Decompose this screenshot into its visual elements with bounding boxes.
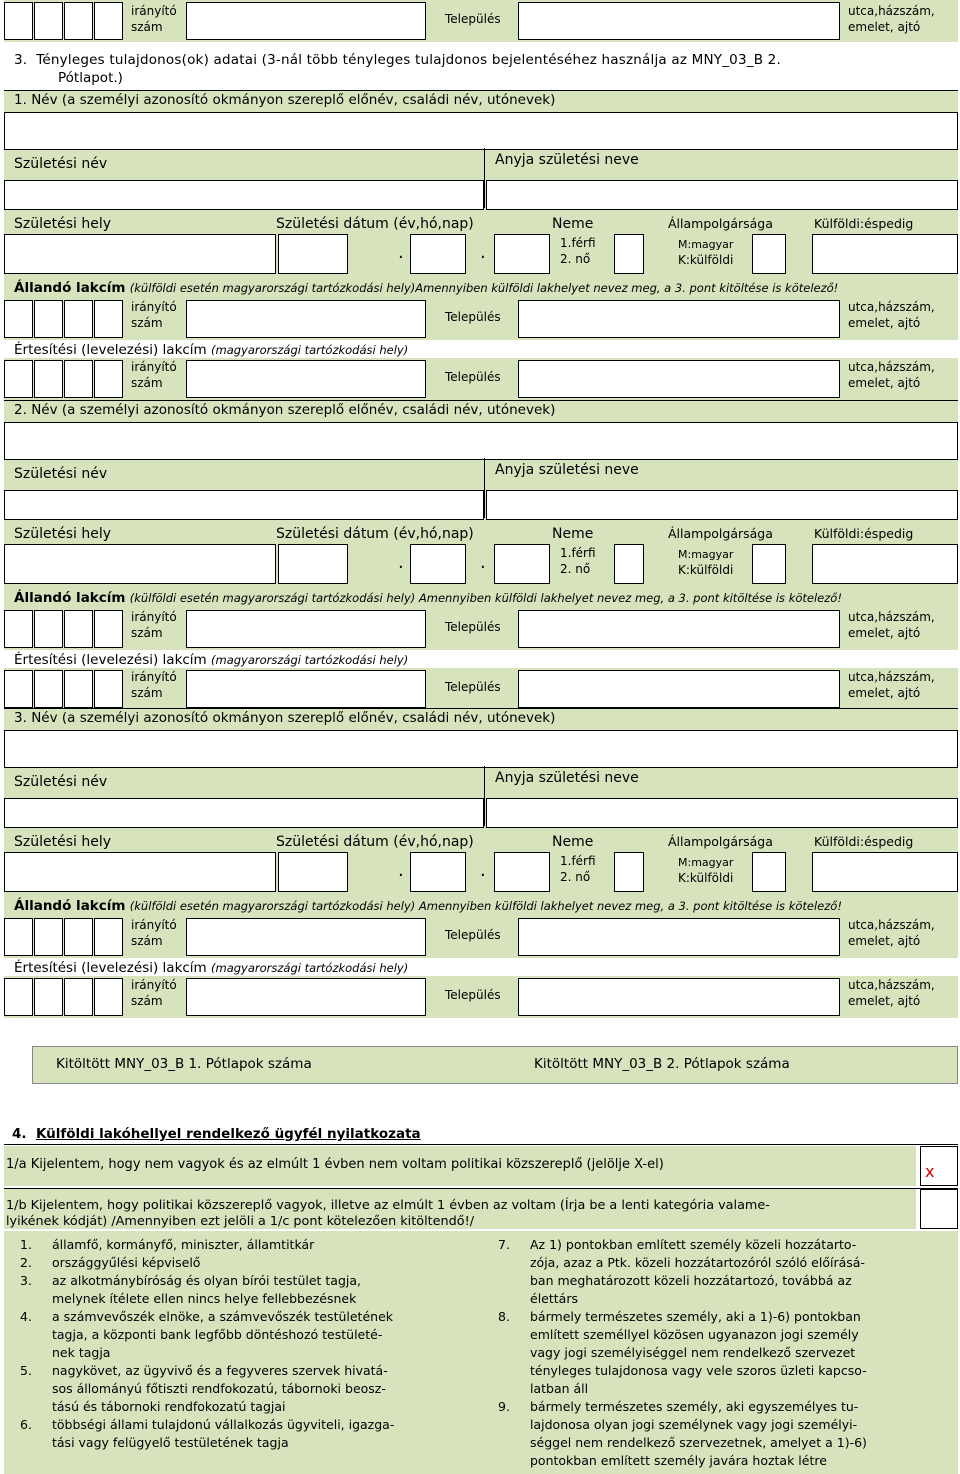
owner-1-name-label: Név bbox=[31, 92, 58, 108]
owner-3-perm-address-zip-label-2: szám bbox=[131, 934, 163, 948]
owner-1-mail-address-zip-digit[interactable] bbox=[64, 360, 93, 398]
category-text-line: a számvevőszék elnöke, a számvevőszék testületének bbox=[52, 1309, 394, 1324]
owner-3-foreign-option: K:külföldi bbox=[678, 871, 734, 885]
owner-1-year-input[interactable] bbox=[278, 234, 348, 274]
owner-3-date-dot-2: . bbox=[480, 860, 486, 881]
owner-3-perm-address-zip-digit[interactable] bbox=[34, 918, 63, 956]
owner-1-birth-place-label: Születési hely bbox=[14, 216, 112, 232]
owner-1-birth-name-label: Születési név bbox=[14, 156, 108, 172]
declaration-b-text-1: 1/b Kijelentem, hogy politikai közszereplő vagyok, illetve az elmúlt 1 évben az voltam (Írja be a lenti kategória valame- bbox=[6, 1198, 770, 1213]
owner-3-divider bbox=[484, 766, 485, 826]
owner-1-perm-address-street-label: utca,házszám, bbox=[848, 300, 935, 314]
street-input[interactable] bbox=[518, 2, 840, 40]
zip-digit-box[interactable] bbox=[94, 2, 123, 40]
owner-2-name-input[interactable] bbox=[4, 422, 958, 460]
owner-1-foreign-option: K:külföldi bbox=[678, 253, 734, 267]
owner-1-mother-name-input[interactable] bbox=[486, 180, 958, 210]
owner-1-mail-address-heading bbox=[14, 342, 408, 358]
owner-2-female-option: 2. nő bbox=[560, 562, 591, 576]
owner-2-name-label: Név bbox=[31, 402, 58, 418]
category-number: 8. bbox=[498, 1309, 510, 1324]
owner-1-month-input[interactable] bbox=[410, 234, 466, 274]
owner-2-perm-address-city-label: Település bbox=[445, 620, 501, 634]
owner-3-mother-name-label: Anyja születési neve bbox=[495, 770, 639, 786]
owner-3-name-input[interactable] bbox=[4, 730, 958, 768]
owner-1-name-note: (a személyi azonosító okmányon szereplő előnév, családi név, utónevek) bbox=[61, 92, 556, 108]
owner-1-perm-address-heading bbox=[14, 280, 838, 296]
owner-1-hu-option: M:magyar bbox=[678, 238, 734, 251]
owner-1-perm-address-zip-digit[interactable] bbox=[34, 300, 63, 338]
owner-2-mail-address-street-label: utca,házszám, bbox=[848, 670, 935, 684]
category-text-line: nek tagja bbox=[52, 1345, 111, 1360]
owner-3-perm-address-note: (külföldi esetén magyarországi tartózkodási hely) Amennyiben külföldi lakhelyet nevez meg, a 3. pont kitöltése is kötelező! bbox=[129, 899, 842, 913]
owner-2-mail-address-zip-digit[interactable] bbox=[34, 670, 63, 708]
owner-3-birth-place-label: Születési hely bbox=[14, 834, 112, 850]
owner-1-sex-label: Neme bbox=[552, 216, 594, 232]
category-text-line: bármely természetes személy, aki a 1)-6) pontokban bbox=[530, 1309, 861, 1324]
owner-1-perm-address-zip-label-2: szám bbox=[131, 316, 163, 330]
owner-3-female-option: 2. nő bbox=[560, 870, 591, 884]
category-text-line: séggel nem rendelkező szervezetnek, amelyet a 1)-6) bbox=[530, 1435, 867, 1450]
owner-3-mother-name-input[interactable] bbox=[486, 798, 958, 828]
owner-2-sex-label: Neme bbox=[552, 526, 594, 542]
owner-1-name-input[interactable] bbox=[4, 112, 958, 150]
owner-1-day-input[interactable] bbox=[494, 234, 550, 274]
owner-3-mail-address-street-input[interactable] bbox=[518, 978, 840, 1016]
owner-2-birth-name-label: Születési név bbox=[14, 466, 108, 482]
owner-3-mail-address-note: (magyarországi tartózkodási hely) bbox=[211, 961, 409, 975]
owner-3-year-input[interactable] bbox=[278, 852, 348, 892]
section-4-title: Külföldi lakóhellyel rendelkező ügyfél nyilatkozata bbox=[35, 1126, 421, 1142]
section-4-heading bbox=[12, 1126, 421, 1142]
category-number: 3. bbox=[20, 1273, 32, 1288]
owner-1-mail-address-zip-digit[interactable] bbox=[34, 360, 63, 398]
category-text-line: pontokban említett személy javára hoztak létre bbox=[530, 1453, 827, 1468]
declaration-a-mark: x bbox=[925, 1162, 935, 1181]
category-text-line: említett személlyel közösen ugyanazon jogi személy bbox=[530, 1327, 859, 1342]
declaration-a-text: 1/a Kijelentem, hogy nem vagyok és az elmúlt 1 évben nem voltam politikai közszereplő (jelölje X-el) bbox=[6, 1157, 664, 1172]
owner-2-birth-place-label: Születési hely bbox=[14, 526, 112, 542]
owner-1-mail-address-zip-label: irányító bbox=[131, 360, 177, 374]
owner-2-perm-address-zip-digit[interactable] bbox=[94, 610, 123, 648]
section-4-number: 4. bbox=[12, 1126, 27, 1142]
owner-3-name-label: Név bbox=[31, 710, 58, 726]
owner-1-mail-address-street-label: utca,házszám, bbox=[848, 360, 935, 374]
owner-3-hu-option: M:magyar bbox=[678, 856, 734, 869]
owner-1-perm-address-zip-digit[interactable] bbox=[4, 300, 33, 338]
owner-2-perm-address-heading bbox=[14, 590, 842, 606]
owner-2-perm-address-zip-digit[interactable] bbox=[34, 610, 63, 648]
owner-3-perm-address-street-label-2: emelet, ajtó bbox=[848, 934, 921, 948]
category-text-line: bármely természetes személy, aki egyszemélyes tu- bbox=[530, 1399, 859, 1414]
owner-1-citizenship-label: Állampolgársága bbox=[668, 216, 773, 231]
owner-1-mail-address-street-label-2: emelet, ajtó bbox=[848, 376, 921, 390]
owner-3-perm-address-zip-label: irányító bbox=[131, 918, 177, 932]
category-text-line: államfő, kormányfő, miniszter, államtitkár bbox=[52, 1237, 315, 1252]
owner-3-foreign-label: Külföldi:éspedig bbox=[814, 834, 914, 849]
owner-1-male-option: 1.férfi bbox=[560, 236, 596, 250]
owner-2-mail-address-zip-label: irányító bbox=[131, 670, 177, 684]
owner-2-mail-address-street-label-2: emelet, ajtó bbox=[848, 686, 921, 700]
owner-2-perm-address-zip-label-2: szám bbox=[131, 626, 163, 640]
category-text-line: országgyűlési képviselő bbox=[52, 1255, 201, 1270]
owner-2-mother-name-input[interactable] bbox=[486, 490, 958, 520]
owner-3-male-option: 1.férfi bbox=[560, 854, 596, 868]
owner-1-mail-address-zip-label-2: szám bbox=[131, 376, 163, 390]
owner-2-date-dot-1: . bbox=[398, 552, 404, 573]
category-text-line: nagykövet, az ügyvivő és a fegyveres szervek hivatá- bbox=[52, 1363, 388, 1378]
owner-2-foreign-option: K:külföldi bbox=[678, 563, 734, 577]
owner-3-mail-address-city-input[interactable] bbox=[186, 978, 426, 1016]
owner-3-name-heading bbox=[14, 710, 555, 726]
owner-2-mail-address-zip-digit[interactable] bbox=[94, 670, 123, 708]
category-number: 7. bbox=[498, 1237, 510, 1252]
category-number: 9. bbox=[498, 1399, 510, 1414]
owner-3-mail-address-zip-label-2: szám bbox=[131, 994, 163, 1008]
owner-1-foreign-country-input[interactable] bbox=[812, 234, 958, 274]
owner-3-mail-address-label: Értesítési (levelezési) lakcím bbox=[14, 960, 207, 976]
street-label-2: emelet, ajtó bbox=[848, 20, 921, 34]
zip-label-2: szám bbox=[131, 20, 163, 34]
category-text-line: Az 1) pontokban említett személy közeli hozzátarto- bbox=[530, 1237, 857, 1252]
zip-digit-box[interactable] bbox=[4, 2, 33, 40]
street-label: utca,házszám, bbox=[848, 4, 935, 18]
owner-3-month-input[interactable] bbox=[410, 852, 466, 892]
owner-1-date-dot-1: . bbox=[398, 242, 404, 263]
owner-3-mail-address-zip-digit[interactable] bbox=[4, 978, 33, 1016]
owner-3-mail-address-zip-digit[interactable] bbox=[94, 978, 123, 1016]
owner-1-mail-address-label: Értesítési (levelezési) lakcím bbox=[14, 342, 207, 358]
owner-2-birth-place-input[interactable] bbox=[4, 544, 276, 584]
owner-2-mail-address-label: Értesítési (levelezési) lakcím bbox=[14, 652, 207, 668]
category-text-line: melynek ítélete ellen nincs helye fellebbezésnek bbox=[52, 1291, 357, 1306]
owner-2-perm-address-note: (külföldi esetén magyarországi tartózkodási hely) Amennyiben külföldi lakhelyet nevez meg, a 3. pont kitöltése is kötelező! bbox=[129, 591, 842, 605]
category-text-line: tási vagy felügyelő testületének tagja bbox=[52, 1435, 289, 1450]
owner-1-perm-address-note: (külföldi esetén magyarországi tartózkodási hely)Amennyiben külföldi lakhelyet nevez meg, a 3. pont kitöltése is kötelező! bbox=[129, 281, 839, 295]
owner-2-mail-address-zip-digit[interactable] bbox=[64, 670, 93, 708]
owner-3-mail-address-zip-label: irányító bbox=[131, 978, 177, 992]
owner-2-mail-address-zip-label-2: szám bbox=[131, 686, 163, 700]
owner-1-mother-name-label: Anyja születési neve bbox=[495, 152, 639, 168]
category-text-line: latban áll bbox=[530, 1381, 589, 1396]
owner-3-mail-address-street-label-2: emelet, ajtó bbox=[848, 994, 921, 1008]
owner-3-mail-address-zip-digit[interactable] bbox=[64, 978, 93, 1016]
category-text-line: tású és tábornoki rendfokozatú tagjai bbox=[52, 1399, 286, 1414]
section-3-title: Tényleges tulajdonos(ok) adatai (3-nál több tényleges tulajdonos bejelentéséhez használja az MNY_03_B 2. bbox=[36, 52, 781, 68]
owner-2-birth-name-input[interactable] bbox=[4, 490, 484, 520]
category-number: 5. bbox=[20, 1363, 32, 1378]
owner-2-perm-address-street-label-2: emelet, ajtó bbox=[848, 626, 921, 640]
category-text-line: többségi állami tulajdonú vállalkozás ügyviteli, igazga- bbox=[52, 1417, 395, 1432]
owner-3-perm-address-city-input[interactable] bbox=[186, 918, 426, 956]
owner-3-mail-address-city-label: Település bbox=[445, 988, 501, 1002]
section-3-heading bbox=[14, 52, 781, 68]
zip-digit-box[interactable] bbox=[64, 2, 93, 40]
owner-2-perm-address-zip-digit[interactable] bbox=[4, 610, 33, 648]
owner-1-name-heading bbox=[14, 92, 555, 108]
section-3-number: 3. bbox=[14, 52, 28, 68]
owner-1-perm-address-label: Állandó lakcím bbox=[14, 280, 126, 296]
category-text-line: sos állományú főtiszti rendfokozatú, tábornoki beosz- bbox=[52, 1381, 386, 1396]
zip-digit-box[interactable] bbox=[34, 2, 63, 40]
city-input[interactable] bbox=[186, 2, 426, 40]
owner-1-female-option: 2. nő bbox=[560, 252, 591, 266]
owner-3-citizenship-input[interactable] bbox=[752, 852, 786, 892]
owner-1-mail-address-note: (magyarországi tartózkodási hely) bbox=[211, 343, 409, 357]
owner-2-birth-date-label: Születési dátum (év,hó,nap) bbox=[276, 526, 474, 542]
category-text-line: tényleges tulajdonosa vagy vele szoros üzleti kapcso- bbox=[530, 1363, 867, 1378]
owner-3-mail-address-zip-digit[interactable] bbox=[34, 978, 63, 1016]
declaration-b-code-input[interactable] bbox=[920, 1189, 958, 1229]
owner-3-birth-place-input[interactable] bbox=[4, 852, 276, 892]
owner-1-date-dot-2: . bbox=[480, 242, 486, 263]
owner-2-name-note: (a személyi azonosító okmányon szereplő előnév, családi név, utónevek) bbox=[61, 402, 556, 418]
owner-2-perm-address-zip-label: irányító bbox=[131, 610, 177, 624]
owner-2-citizenship-label: Állampolgársága bbox=[668, 526, 773, 541]
owner-1-birth-place-input[interactable] bbox=[4, 234, 276, 274]
owner-3-perm-address-heading bbox=[14, 898, 842, 914]
owner-3-perm-address-city-label: Település bbox=[445, 928, 501, 942]
category-text-line: ban meghatározott közeli hozzátartozó, továbbá az bbox=[530, 1273, 852, 1288]
category-text-line: az alkotmánybíróság és olyan bírói testület tagja, bbox=[52, 1273, 362, 1288]
owner-2-mail-address-city-label: Település bbox=[445, 680, 501, 694]
owner-2-hu-option: M:magyar bbox=[678, 548, 734, 561]
owner-1-foreign-label: Külföldi:éspedig bbox=[814, 216, 914, 231]
category-text-line: tagja, a központi bank legfőbb döntéshozó testületé- bbox=[52, 1327, 383, 1342]
owner-2-perm-address-zip-digit[interactable] bbox=[64, 610, 93, 648]
owner-1-number: 1. bbox=[14, 92, 27, 108]
owner-2-mail-address-zip-digit[interactable] bbox=[4, 670, 33, 708]
divider bbox=[4, 1144, 958, 1145]
city-label: Település bbox=[445, 12, 501, 26]
owner-2-date-dot-2: . bbox=[480, 552, 486, 573]
category-number: 2. bbox=[20, 1255, 32, 1270]
owner-3-foreign-country-input[interactable] bbox=[812, 852, 958, 892]
owner-2-mother-name-label: Anyja születési neve bbox=[495, 462, 639, 478]
category-number: 6. bbox=[20, 1417, 32, 1432]
category-text-line: zója, azaz a Ptk. közeli hozzátartozóról szóló előírásá- bbox=[530, 1255, 865, 1270]
owner-1-mail-address-city-input[interactable] bbox=[186, 360, 426, 398]
owner-1-perm-address-street-label-2: emelet, ajtó bbox=[848, 316, 921, 330]
owner-2-sex-input[interactable] bbox=[614, 544, 644, 584]
owner-3-mail-address-street-label: utca,házszám, bbox=[848, 978, 935, 992]
owner-2-year-input[interactable] bbox=[278, 544, 348, 584]
owner-3-perm-address-zip-digit[interactable] bbox=[94, 918, 123, 956]
owner-3-birth-date-label: Születési dátum (év,hó,nap) bbox=[276, 834, 474, 850]
owner-3-sex-input[interactable] bbox=[614, 852, 644, 892]
owner-3-mail-address-heading bbox=[14, 960, 408, 976]
owner-2-day-input[interactable] bbox=[494, 544, 550, 584]
owner-1-divider bbox=[484, 148, 485, 208]
owner-3-citizenship-label: Állampolgársága bbox=[668, 834, 773, 849]
owner-1-perm-address-street-input[interactable] bbox=[518, 300, 840, 338]
zip-label: irányító bbox=[131, 4, 177, 18]
owner-2-male-option: 1.férfi bbox=[560, 546, 596, 560]
owner-1-perm-address-city-label: Település bbox=[445, 310, 501, 324]
owner-2-perm-address-street-input[interactable] bbox=[518, 610, 840, 648]
owner-1-mail-address-street-input[interactable] bbox=[518, 360, 840, 398]
owner-1-perm-address-zip-digit[interactable] bbox=[64, 300, 93, 338]
owner-3-number: 3. bbox=[14, 710, 27, 726]
owner-1-citizenship-input[interactable] bbox=[752, 234, 786, 274]
owner-3-perm-address-zip-digit[interactable] bbox=[4, 918, 33, 956]
owner-3-day-input[interactable] bbox=[494, 852, 550, 892]
owner-1-mail-address-city-label: Település bbox=[445, 370, 501, 384]
owner-2-foreign-country-input[interactable] bbox=[812, 544, 958, 584]
owner-3-perm-address-label: Állandó lakcím bbox=[14, 898, 126, 914]
owner-1-birth-date-label: Születési dátum (év,hó,nap) bbox=[276, 216, 474, 232]
owner-2-perm-address-label: Állandó lakcím bbox=[14, 590, 126, 606]
owner-2-month-input[interactable] bbox=[410, 544, 466, 584]
owner-2-mail-address-heading bbox=[14, 652, 408, 668]
section-3-heading-cont: Pótlapot.) bbox=[58, 70, 123, 86]
owner-3-birth-name-input[interactable] bbox=[4, 798, 484, 828]
owner-3-birth-name-label: Születési név bbox=[14, 774, 108, 790]
owner-2-perm-address-city-input[interactable] bbox=[186, 610, 426, 648]
supplement-b1-label: Kitöltött MNY_03_B 1. Pótlapok száma bbox=[56, 1056, 312, 1072]
owner-2-number: 2. bbox=[14, 402, 27, 418]
owner-3-sex-label: Neme bbox=[552, 834, 594, 850]
owner-1-sex-input[interactable] bbox=[614, 234, 644, 274]
category-text-line: vagy jogi személyiséggel nem rendelkező szervezet bbox=[530, 1345, 856, 1360]
category-number: 4. bbox=[20, 1309, 32, 1324]
owner-3-perm-address-street-input[interactable] bbox=[518, 918, 840, 956]
supplement-b2-label: Kitöltött MNY_03_B 2. Pótlapok száma bbox=[534, 1056, 790, 1072]
owner-1-perm-address-zip-label: irányító bbox=[131, 300, 177, 314]
declaration-b-text-2: lyikének kódját) /Amennyiben ezt jelöli a 1/c pont kötelezően kitöltendő!/ bbox=[6, 1214, 475, 1229]
owner-1-mail-address-zip-digit[interactable] bbox=[4, 360, 33, 398]
owner-1-perm-address-city-input[interactable] bbox=[186, 300, 426, 338]
owner-2-mail-address-city-input[interactable] bbox=[186, 670, 426, 708]
owner-2-mail-address-street-input[interactable] bbox=[518, 670, 840, 708]
owner-2-name-heading bbox=[14, 402, 555, 418]
owner-3-date-dot-1: . bbox=[398, 860, 404, 881]
owner-2-divider bbox=[484, 458, 485, 518]
category-number: 1. bbox=[20, 1237, 32, 1252]
category-text-line: élettárs bbox=[530, 1291, 578, 1306]
owner-3-name-note: (a személyi azonosító okmányon szereplő előnév, családi név, utónevek) bbox=[61, 710, 556, 726]
owner-1-birth-name-input[interactable] bbox=[4, 180, 484, 210]
category-text-line: lajdonosa olyan jogi személynek vagy jogi személyi- bbox=[530, 1417, 858, 1432]
owner-1-perm-address-zip-digit[interactable] bbox=[94, 300, 123, 338]
owner-2-citizenship-input[interactable] bbox=[752, 544, 786, 584]
owner-2-perm-address-street-label: utca,házszám, bbox=[848, 610, 935, 624]
owner-1-mail-address-zip-digit[interactable] bbox=[94, 360, 123, 398]
owner-2-mail-address-note: (magyarországi tartózkodási hely) bbox=[211, 653, 409, 667]
owner-3-perm-address-street-label: utca,házszám, bbox=[848, 918, 935, 932]
owner-3-perm-address-zip-digit[interactable] bbox=[64, 918, 93, 956]
owner-2-foreign-label: Külföldi:éspedig bbox=[814, 526, 914, 541]
